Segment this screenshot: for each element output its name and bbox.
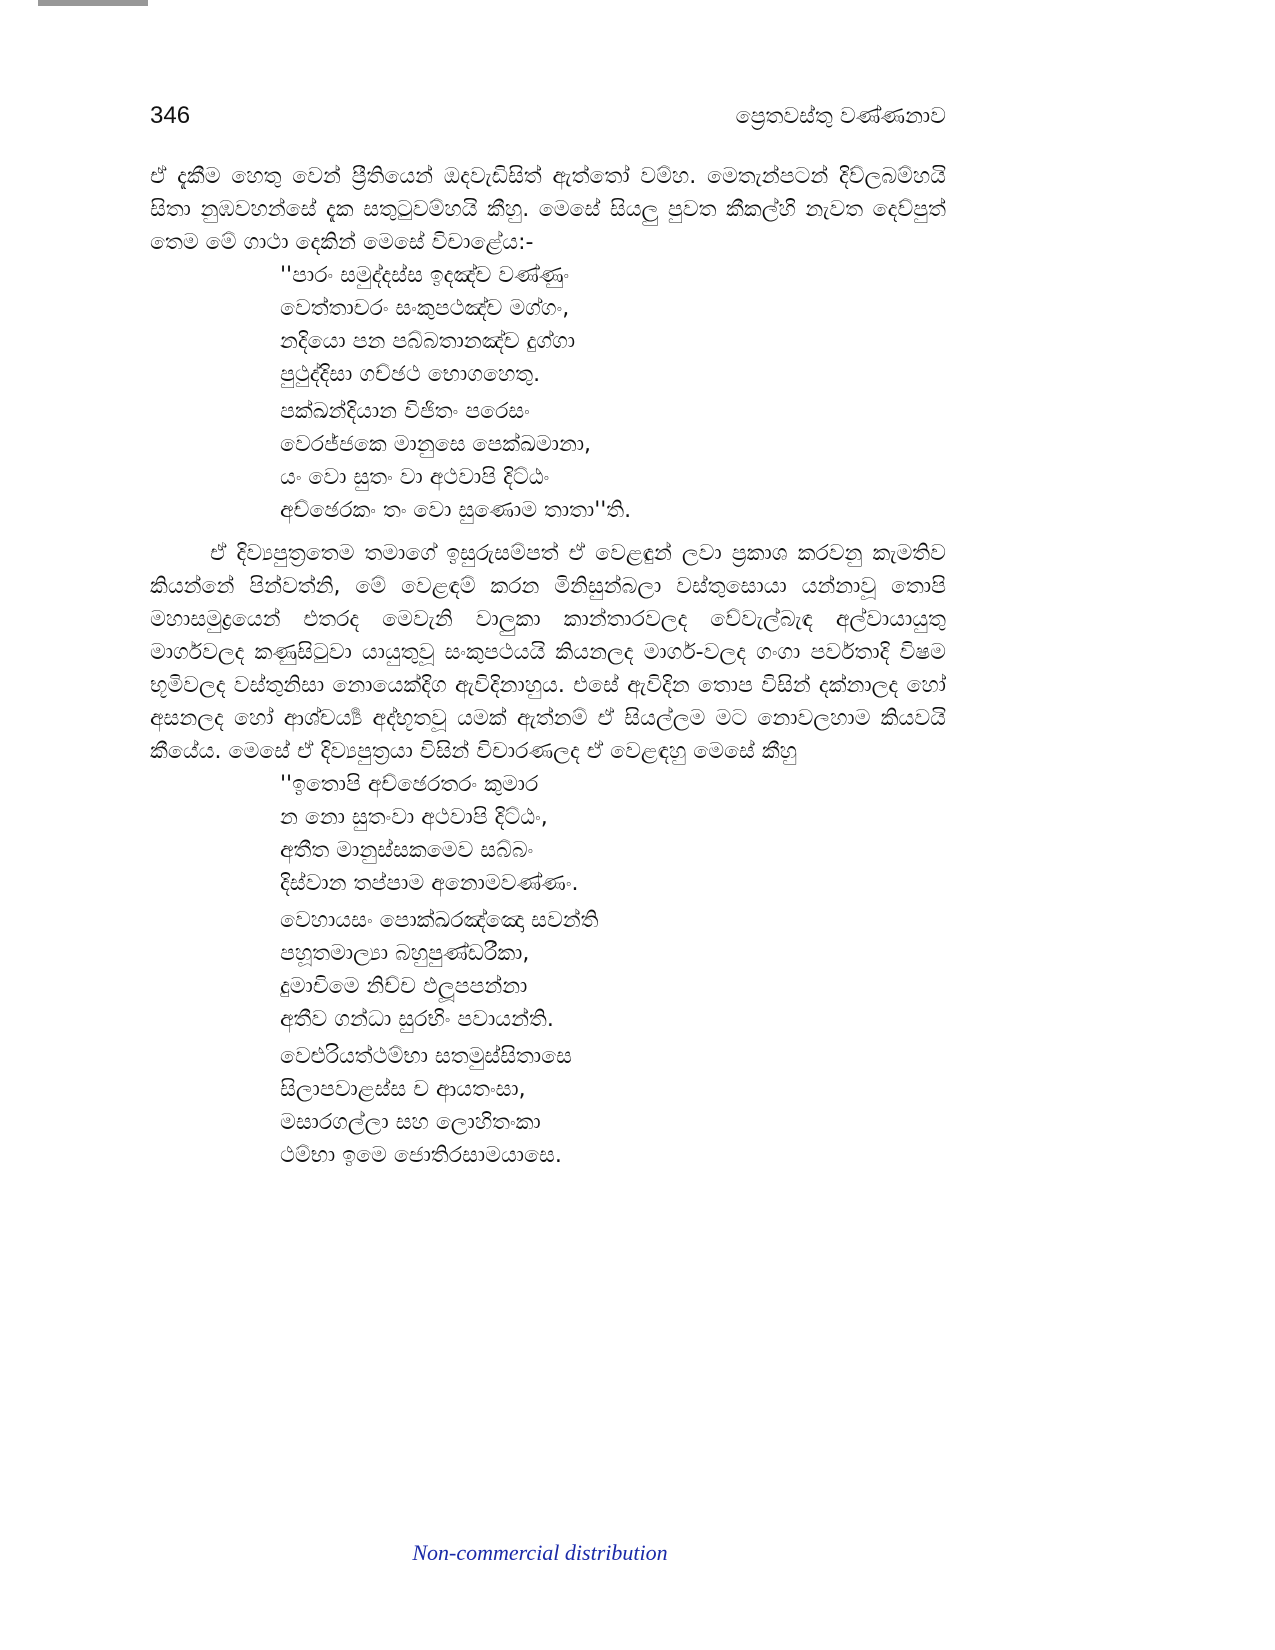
paragraph-1: ඒ දැකීම හෙතු වෙන් ප්‍රීතියෙන් ඔදවැඩිසිත් ඇත්තෝ වම්හ. මෙතැන්පටන් දිව්ලබම්හයි සිතා නුඹවහන්සේ දැක සතුටුවම්හයි කීහු. මෙසේ සියලු පුවත කීකල්හි නැවත දෙව්පුත් තෙම මේ ගාථා දෙකින් මෙසේ විචාළේය:- (150, 164, 946, 255)
verse-line: ථම්භා ඉමෙ ජොතිරසාමයාසෙ. (280, 1143, 562, 1168)
footer-notice: Non-commercial distribution (412, 1540, 668, 1565)
page-header (150, 102, 946, 136)
verse-line: වෙත්තාචරං සංකුපථඤ්ච මග්ගං, (280, 296, 570, 321)
verse-line: වෙහායසං පොක්ඛරඤ්ඤො සවන්ති (280, 908, 599, 933)
verse-line: පක්ඛන්දියාන විජිතං පරෙසං (280, 399, 530, 424)
verse-line: පහූතමාල්‍යා බහුපුණ්ඩරීකා, (280, 941, 530, 966)
verse-line: වෙරජ්ජකෙ මානුසෙ පෙක්ඛමානා, (280, 432, 592, 457)
verse-line: ''පාරං සමුද්දස්ස ඉදඤ්ච වණ්ණුං (280, 263, 570, 288)
page-body (150, 160, 946, 1172)
verse-line: නදියො පන පබ්බතානඤ්ච දුග්ගා (280, 329, 576, 354)
verse-line: න නො සුතංවා අථවාපි දිට්ඨං, (280, 805, 548, 830)
page-number: 346 (150, 102, 191, 129)
verse-block-1 (280, 259, 946, 527)
verse-line: සිලාපවාළස්ස ච ආයතංසා, (280, 1077, 526, 1102)
verse-line: පුථුද්දිසා ගච්ඡථ භොගහෙතු. (280, 362, 541, 387)
verse-line: ''ඉතොපි අච්ඡෙරතරං කුමාර (280, 772, 539, 797)
paragraph-2: ඒ දිව්‍යපුත්‍රතෙම තමාගේ ඉසුරුසම්පත් ඒ වෙළඳුන් ලවා ප්‍රකාශ කරවනු කැමතිව කියන්නේ පින්වත්නි, මේ වෙළඳම් කරන මිනිසුන්බලා වස්තුසොයා යන්නාවූ තොපි මහාසමුද්‍රයෙන් එතරද මෙවැනි වාලුකා කාන්තාරවලද වේවැල්බැඳ අල්වායායුතු මාර්ගවලද කණුසිටුවා යායුතුවූ සංකුපථයයි කියනලද මාර්ග-වලද ගංගා පර්වතාදි විෂම භූමිවලද වස්තුනිසා නොයෙක්දිග ඇවිදිනාහුය. එසේ ඇවිදින තොප විසින් දක්නාලද හෝ අසනලද හෝ ආශ්චර්‍ය්‍ය අද්භූතවූ යමක් ඇත්නම් ඒ සියල්ලම මට නොවලහාම කියවයි කීයේය. මෙසේ ඒ දිව්‍යපුත්‍රයා විසින් විචාරණලද ඒ වෙළඳහු මෙසේ කීහු (150, 541, 946, 764)
verse-line: දිස්වාන තප්පාම අනොමවණ්ණං. (280, 871, 579, 896)
verse-line: අතීව ගන්ධා සුරභිං පවායන්ති. (280, 1007, 554, 1032)
verse-block-2 (280, 768, 946, 1172)
running-head: ප්‍රෙතවස්තු වණ්ණනාව (735, 104, 946, 129)
verse-line: අතීත මානුස්සකමෙව සබ්බං (280, 838, 534, 863)
scan-corner-mark (38, 0, 148, 6)
verse-line: දුමාචිමෙ නිච්ච ඵලූපපන්නා (280, 974, 528, 999)
verse-line: වෙළුරියත්ථම්භා සතමුස්සිතාසෙ (280, 1044, 572, 1069)
verse-line: යං වො සුතං වා අථවාපි දිට්ඨං (280, 465, 550, 490)
verse-line: මසාරගල්ලා සහ ලොහිතංකා (280, 1110, 541, 1135)
verse-line: අච්ඡෙරකං තං වො සුණොම තාතා''ති. (280, 498, 632, 523)
